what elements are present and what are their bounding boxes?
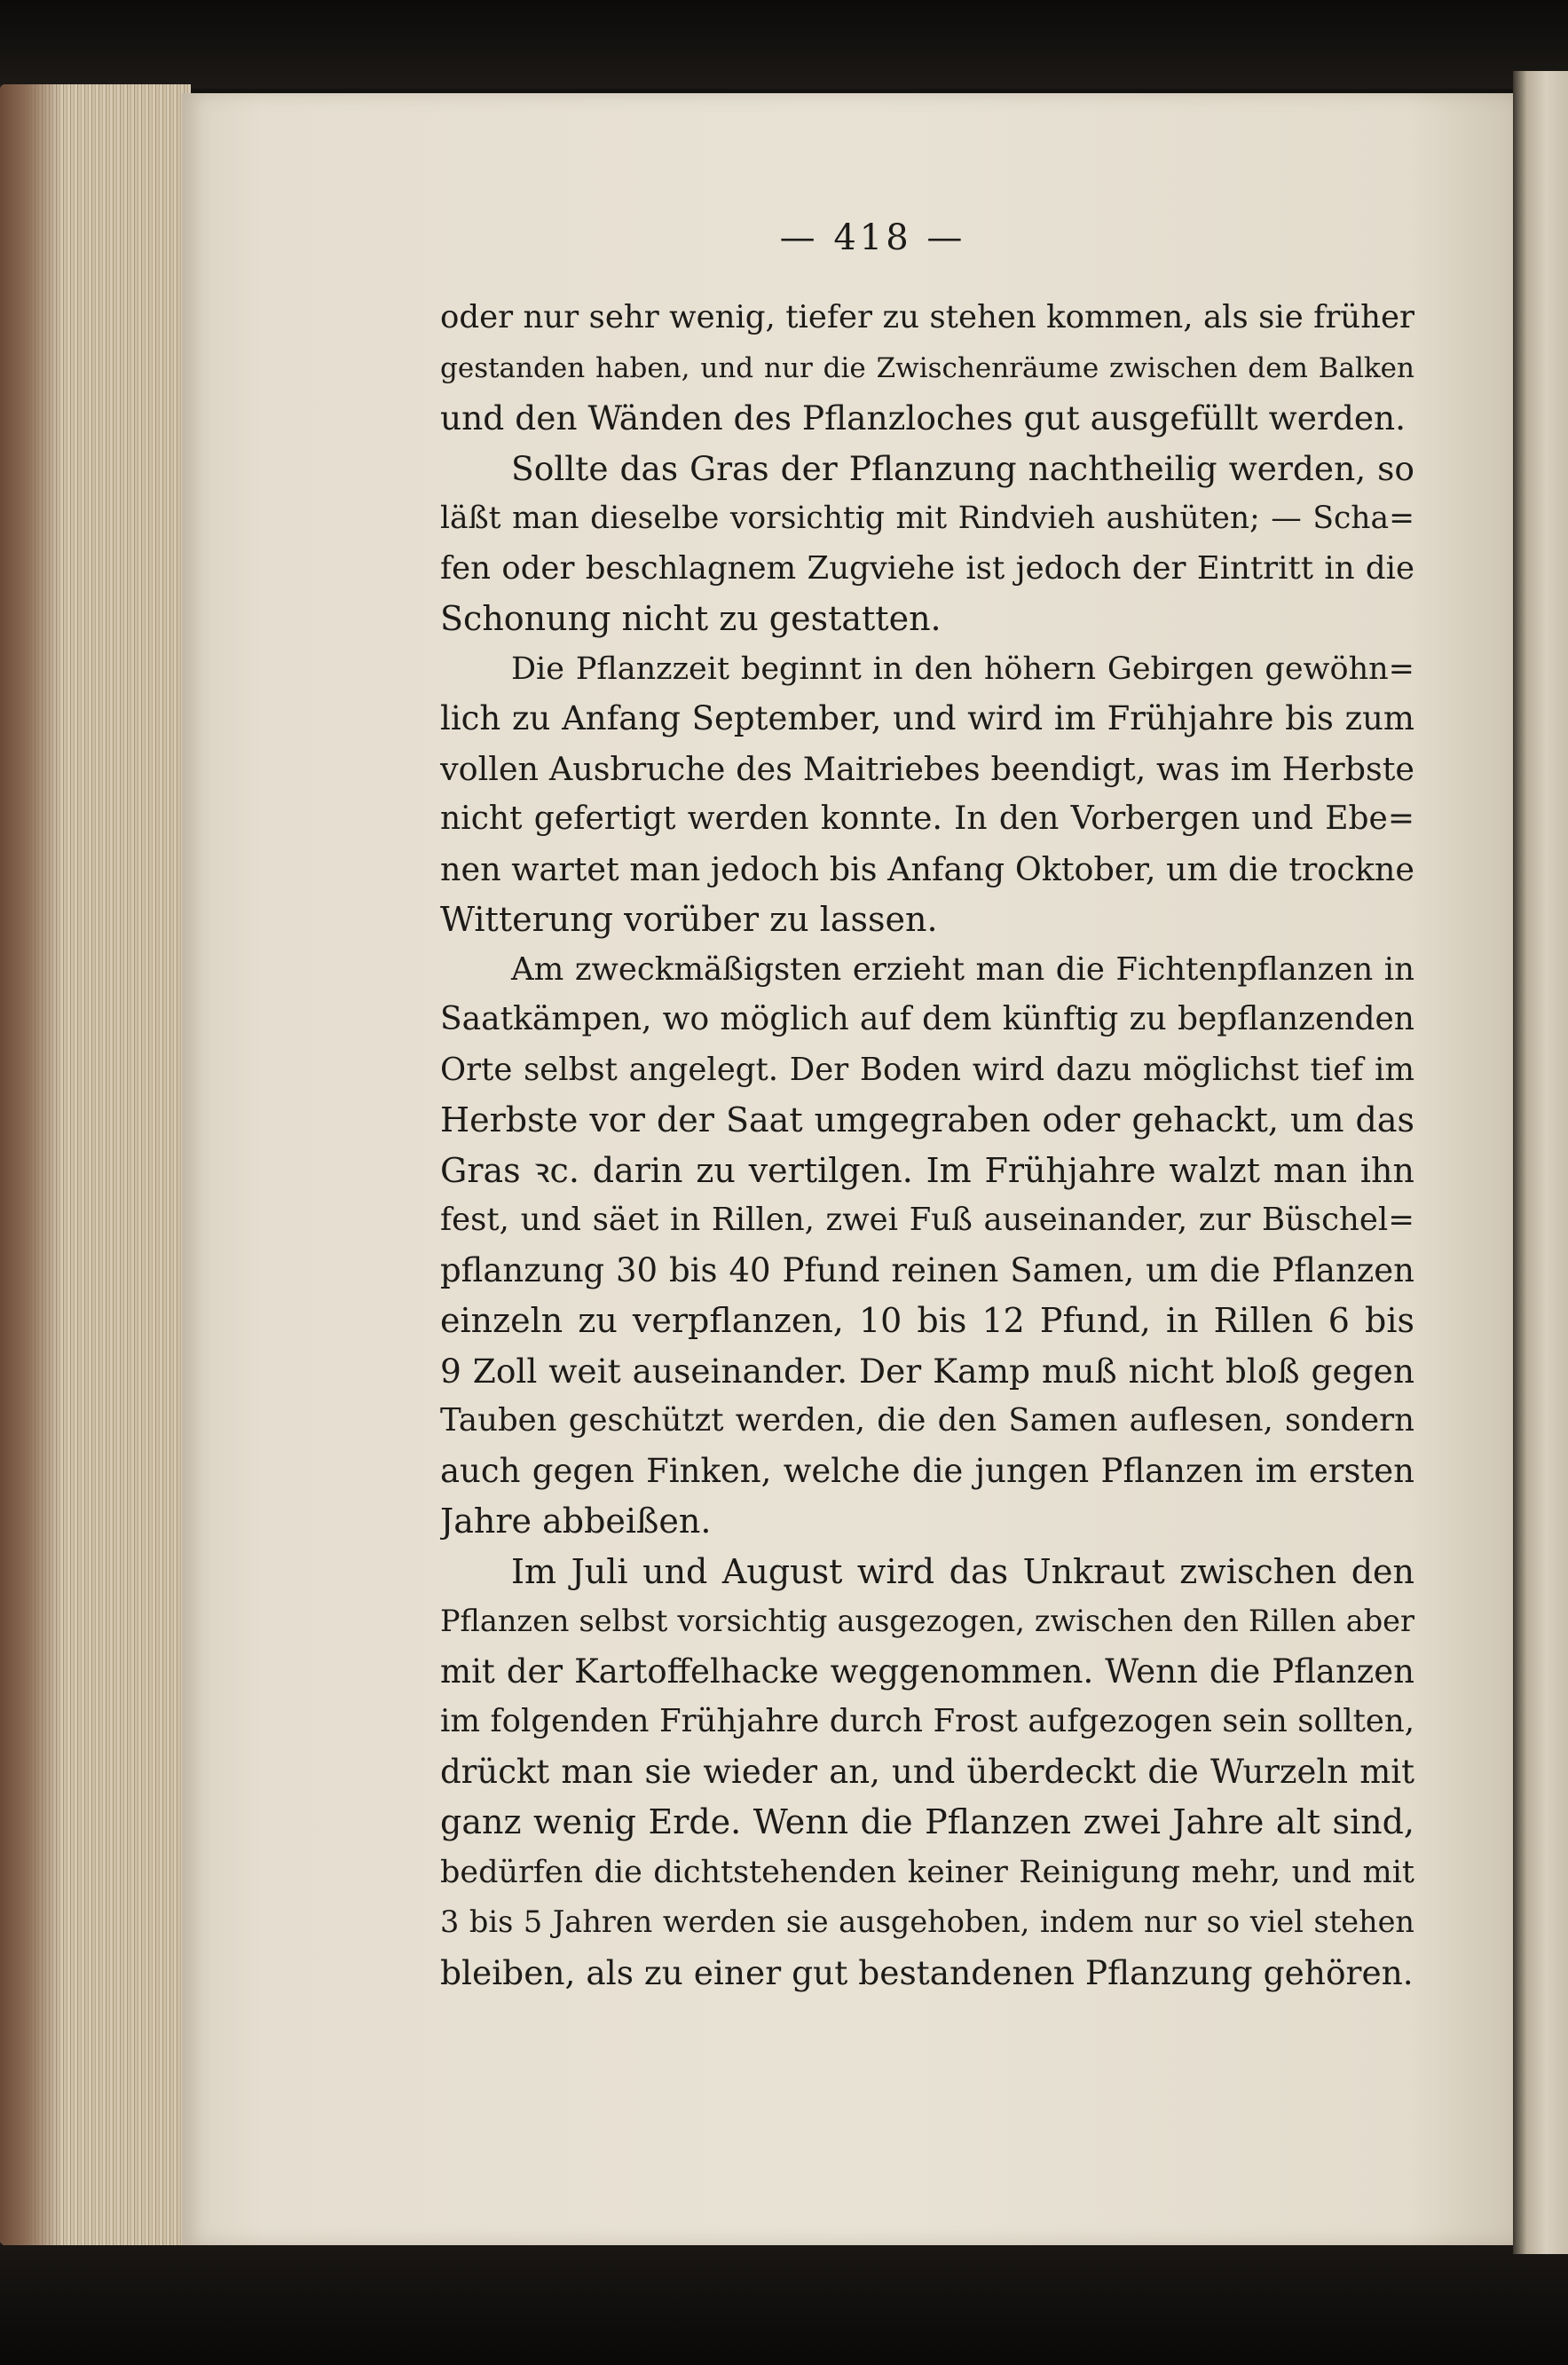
text-line: Schonung nicht zu gestatten. <box>440 599 942 638</box>
text-line: läßt man dieselbe vorsichtig mit Rindvieh aushüten; — Scha= <box>440 501 1414 536</box>
text-line: nicht gefertigt werden konnte. In den Vorbergen und Ebe= <box>440 800 1414 837</box>
text-line: fen oder beschlagnem Zugviehe ist jedoch der Eintritt in die <box>440 549 1414 587</box>
text-line: mit der Kartoffelhacke weggenommen. Wenn die Pflanzen <box>440 1652 1414 1691</box>
text-line: ganz wenig Erde. Wenn die Pflanzen zwei Jahre alt sind, <box>440 1802 1414 1841</box>
page-edges <box>0 84 191 2245</box>
text-line: Tauben geschützt werden, die den Samen auflesen, sondern <box>440 1402 1414 1439</box>
text-line: bleiben, als zu einer gut bestandenen Pflanzung gehören. <box>440 1952 1414 1992</box>
text-line: Orte selbst angelegt. Der Boden wird dazu möglichst tief im <box>440 1051 1414 1088</box>
text-line: im folgenden Frühjahre durch Frost aufgezogen sein sollten, <box>440 1703 1414 1739</box>
text-line: pflanzung 30 bis 40 Pfund reinen Samen, um die Pflanzen <box>440 1250 1414 1289</box>
text-line: einzeln zu verpflanzen, 10 bis 12 Pfund, in Rillen 6 bis <box>440 1301 1414 1340</box>
text-line: Sollte das Gras der Pflanzung nachtheilig werden, so <box>511 448 1414 488</box>
text-line: Die Pflanzzeit beginnt in den höhern Gebirgen gewöhn= <box>511 650 1414 687</box>
text-line: Herbste vor der Saat umgegraben oder gehackt, um das <box>440 1100 1414 1139</box>
text-line: drückt man sie wieder an, und überdeckt die Wurzeln mit <box>440 1752 1414 1791</box>
text-line: Saatkämpen, wo möglich auf dem künftig zu bepflanzenden <box>440 1001 1414 1037</box>
text-line: auch gegen Finken, welche die jungen Pflanzen im ersten <box>440 1451 1414 1490</box>
page-number-header <box>0 217 1568 258</box>
text-line: Jahre abbeißen. <box>440 1502 712 1541</box>
body-text <box>440 293 1414 1998</box>
text-line: Witterung vorüber zu lassen. <box>440 900 938 939</box>
text-line: 9 Zoll weit auseinander. Der Kamp muß nicht bloß gegen <box>440 1351 1414 1391</box>
text-line: lich zu Anfang September, und wird im Frühjahre bis zum <box>440 699 1414 737</box>
text-line: fest, und säet in Rillen, zwei Fuß auseinander, zur Büschel= <box>440 1202 1414 1238</box>
facing-page-edge <box>1513 71 1568 2254</box>
text-line: Im Juli und August wird das Unkraut zwischen den <box>511 1551 1414 1591</box>
text-line: vollen Ausbruche des Maitriebes beendigt, was im Herbste <box>440 749 1414 788</box>
text-line: gestanden haben, und nur die Zwischenräume zwischen dem Balken <box>440 351 1414 384</box>
page-number: — 418 — <box>779 217 966 258</box>
text-line: Pflanzen selbst vorsichtig ausgezogen, zwischen den Rillen aber <box>440 1604 1414 1638</box>
text-line: oder nur sehr wenig, tiefer zu stehen kommen, als sie früher <box>440 299 1414 335</box>
text-line: bedürfen die dichtstehenden keiner Reinigung mehr, und mit <box>440 1854 1414 1890</box>
text-line: 3 bis 5 Jahren werden sie ausgehoben, indem nur so viel stehen <box>440 1904 1414 1939</box>
book-cover-top <box>0 0 1568 89</box>
text-line: und den Wänden des Pflanzloches gut ausgefüllt werden. <box>440 398 1406 438</box>
book-cover-bottom <box>0 2241 1568 2365</box>
text-line: Gras ꝛc. darin zu vertilgen. Im Frühjahre walzt man ihn <box>440 1150 1414 1190</box>
text-line: Am zweckmäßigsten erzieht man die Fichtenpflanzen in <box>511 950 1414 988</box>
text-line: nen wartet man jedoch bis Anfang Oktober, um die trockne <box>440 849 1414 888</box>
